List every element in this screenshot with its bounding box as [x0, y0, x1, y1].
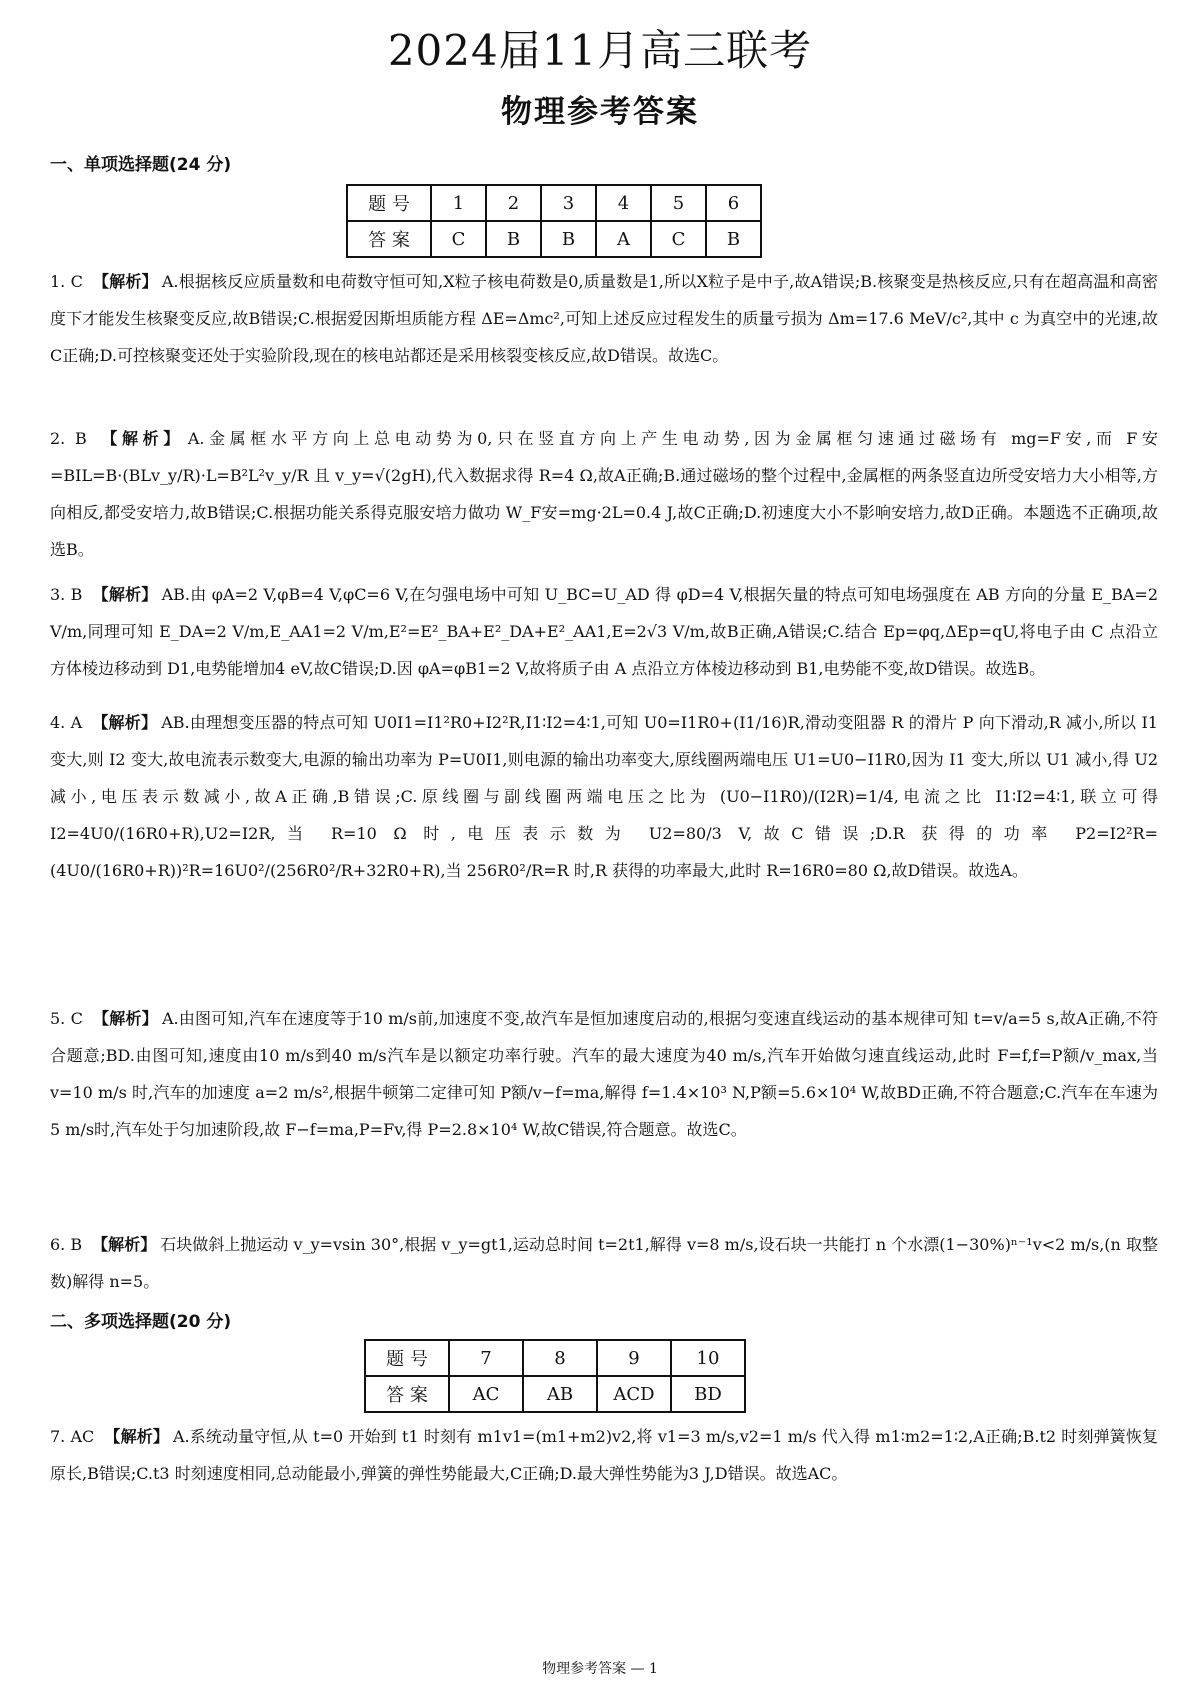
question-number: 7. AC: [50, 1427, 95, 1446]
question-6-explanation: [50, 1226, 1158, 1300]
question-number-cell: 10: [671, 1340, 745, 1376]
question-number-cell: 1: [431, 185, 486, 221]
question-number-cell: 9: [597, 1340, 671, 1376]
answer-cell: AC: [449, 1376, 523, 1412]
explanation-text: A.根据核反应质量数和电荷数守恒可知,X粒子核电荷数是0,质量数是1,所以X粒子是中子,故A错误;B.核聚变是热核反应,只有在超高温和高密度下才能发生核聚变反应,故B错误;C.根据爱因斯坦质能方程 ΔE=Δmc²,可知上述反应过程发生的质量亏损为 Δm=17.6 MeV/c²,其中 c 为真空中的光速,故C正确;D.可控核聚变还处于实验阶段,现在的核电站都还是采用核裂变核反应,故D错误。故选C。: [50, 272, 1158, 365]
question-number-cell: 3: [541, 185, 596, 221]
row-label: 答 案: [347, 221, 431, 257]
question-7-explanation: [50, 1418, 1158, 1492]
question-number-cell: 7: [449, 1340, 523, 1376]
answer-cell: AB: [523, 1376, 597, 1412]
explanation-text: A.由图可知,汽车在速度等于10 m/s前,加速度不变,故汽车是恒加速度启动的,根据匀变速直线运动的基本规律可知 t=v/a=5 s,故A正确,不符合题意;BD.由图可知,速度由10 m/s到40 m/s汽车是以额定功率行驶。汽车的最大速度为40 m/s,汽车开始做匀速直线运动,此时 F=f,f=P额/v_max,当 v=10 m/s 时,汽车的加速度 a=2 m/s²,根据牛顿第二定律可知 P额/v−f=ma,解得 f=1.4×10³ N,P额=5.6×10⁴ W,故BD正确,不符合题意;C.汽车在车速为5 m/s时,汽车处于匀加速阶段,故 F−f=ma,P=Fv,得 P=2.8×10⁴ W,故C错误,符合题意。故选C。: [50, 1009, 1158, 1139]
page-footer: 物理参考答案 — 1: [542, 1661, 658, 1677]
answer-cell: B: [541, 221, 596, 257]
question-2-explanation: [50, 420, 1158, 568]
analysis-tag: 【解析】: [96, 429, 184, 448]
question-number-cell: 2: [486, 185, 541, 221]
question-number-cell: 5: [651, 185, 706, 221]
analysis-tag: 【解析】: [92, 272, 158, 291]
table-row-numbers: [347, 185, 761, 221]
analysis-tag: 【解析】: [92, 713, 158, 732]
answer-cell: BD: [671, 1376, 745, 1412]
section-multiple-choice-heading: 二、多项选择题(20 分): [50, 1312, 232, 1332]
explanation-text: AB.由 φA=2 V,φB=4 V,φC=6 V,在匀强电场中可知 U_BC=U_AD 得 φD=4 V,根据矢量的特点可知电场强度在 AB 方向的分量 E_BA=2 V/m,同理可知 E_DA=2 V/m,E_AA1=2 V/m,E²=E²_BA+E²_DA+E²_AA1,E=2√3 V/m,故B正确,A错误;C.结合 Ep=φq,ΔEp=qU,将电子由 C 点沿立方体棱边移动到 D1,电势能增加4 eV,故C错误;D.因 φA=φB1=2 V,故将质子由 A 点沿立方体棱边移动到 B1,电势能不变,故D错误。故选B。: [50, 585, 1158, 678]
table-row-numbers: [365, 1340, 745, 1376]
table-row-answers: [365, 1376, 745, 1412]
page-subtitle: 物理参考答案: [501, 94, 699, 130]
row-label: 题 号: [365, 1340, 449, 1376]
answer-cell: C: [651, 221, 706, 257]
single-choice-answer-table: [346, 184, 762, 258]
answer-cell: B: [706, 221, 761, 257]
answer-cell: ACD: [597, 1376, 671, 1412]
explanation-text: A.系统动量守恒,从 t=0 开始到 t1 时刻有 m1v1=(m1+m2)v2,将 v1=3 m/s,v2=1 m/s 代入得 m1∶m2=1∶2,A正确;B.t2 时刻弹簧恢复原长,B错误;C.t3 时刻速度相同,总动能最小,弹簧的弹性势能最大,C正确;D.最大弹性势能为3 J,D错误。故选AC。: [50, 1427, 1158, 1483]
page-title: 2024届11月高三联考: [387, 26, 813, 75]
analysis-tag: 【解析】: [92, 1235, 157, 1254]
question-4-explanation: [50, 704, 1158, 889]
question-number: 5. C: [50, 1009, 83, 1028]
answer-cell: A: [596, 221, 651, 257]
question-number-cell: 4: [596, 185, 651, 221]
explanation-text: A.金属框水平方向上总电动势为0,只在竖直方向上产生电动势,因为金属框匀速通过磁场有 mg=F安,而 F安=BIL=B·(BLv_y/R)·L=B²L²v_y/R 且 v_y=√(2gH),代入数据求得 R=4 Ω,故A正确;B.通过磁场的整个过程中,金属框的两条竖直边所受安培力大小相等,方向相反,都受安培力,故B错误;C.根据功能关系得克服安培力做功 W_F安=mg·2L=0.4 J,故C正确;D.初速度大小不影响安培力,故D正确。本题选不正确项,故选B。: [50, 429, 1158, 559]
section-single-choice-heading: 一、单项选择题(24 分): [50, 155, 232, 175]
question-1-explanation: [50, 263, 1158, 374]
analysis-tag: 【解析】: [104, 1427, 169, 1446]
question-number: 6. B: [50, 1235, 83, 1254]
question-5-explanation: [50, 1000, 1158, 1148]
question-number: 1. C: [50, 272, 83, 291]
question-3-explanation: [50, 576, 1158, 687]
analysis-tag: 【解析】: [92, 585, 158, 604]
answer-cell: B: [486, 221, 541, 257]
explanation-text: AB.由理想变压器的特点可知 U0I1=I1²R0+I2²R,I1∶I2=4∶1,可知 U0=I1R0+(I1/16)R,滑动变阻器 R 的滑片 P 向下滑动,R 减小,所以 I1 变大,则 I2 变大,故电流表示数变大,电源的输出功率为 P=U0I1,则电源的输出功率变大,原线圈两端电压 U1=U0−I1R0,因为 I1 变大,所以 U1 减小,得 U2 减小,电压表示数减小,故A正确,B错误;C.原线圈与副线圈两端电压之比为 (U0−I1R0)/(I2R)=1/4,电流之比 I1∶I2=4∶1,联立可得 I2=4U0/(16R0+R),U2=I2R,当 R=10 Ω 时,电压表示数为 U2=80/3 V,故C错误;D.R 获得的功率 P2=I2²R=(4U0/(16R0+R))²R=16U0²/(256R0²/R+32R0+R),当 256R0²/R=R 时,R 获得的功率最大,此时 R=16R0=80 Ω,故D错误。故选A。: [50, 713, 1158, 880]
multiple-choice-answer-table: [364, 1339, 746, 1413]
question-number: 4. A: [50, 713, 83, 732]
explanation-text: 石块做斜上抛运动 v_y=vsin 30°,根据 v_y=gt1,运动总时间 t=2t1,解得 v=8 m/s,设石块一共能打 n 个水漂(1−30%)ⁿ⁻¹v<2 m/s,(n 取整数)解得 n=5。: [50, 1235, 1158, 1291]
question-number: 2. B: [50, 429, 87, 448]
question-number: 3. B: [50, 585, 83, 604]
answer-cell: C: [431, 221, 486, 257]
row-label: 答 案: [365, 1376, 449, 1412]
table-row-answers: [347, 221, 761, 257]
row-label: 题 号: [347, 185, 431, 221]
question-number-cell: 8: [523, 1340, 597, 1376]
analysis-tag: 【解析】: [92, 1009, 158, 1028]
question-number-cell: 6: [706, 185, 761, 221]
